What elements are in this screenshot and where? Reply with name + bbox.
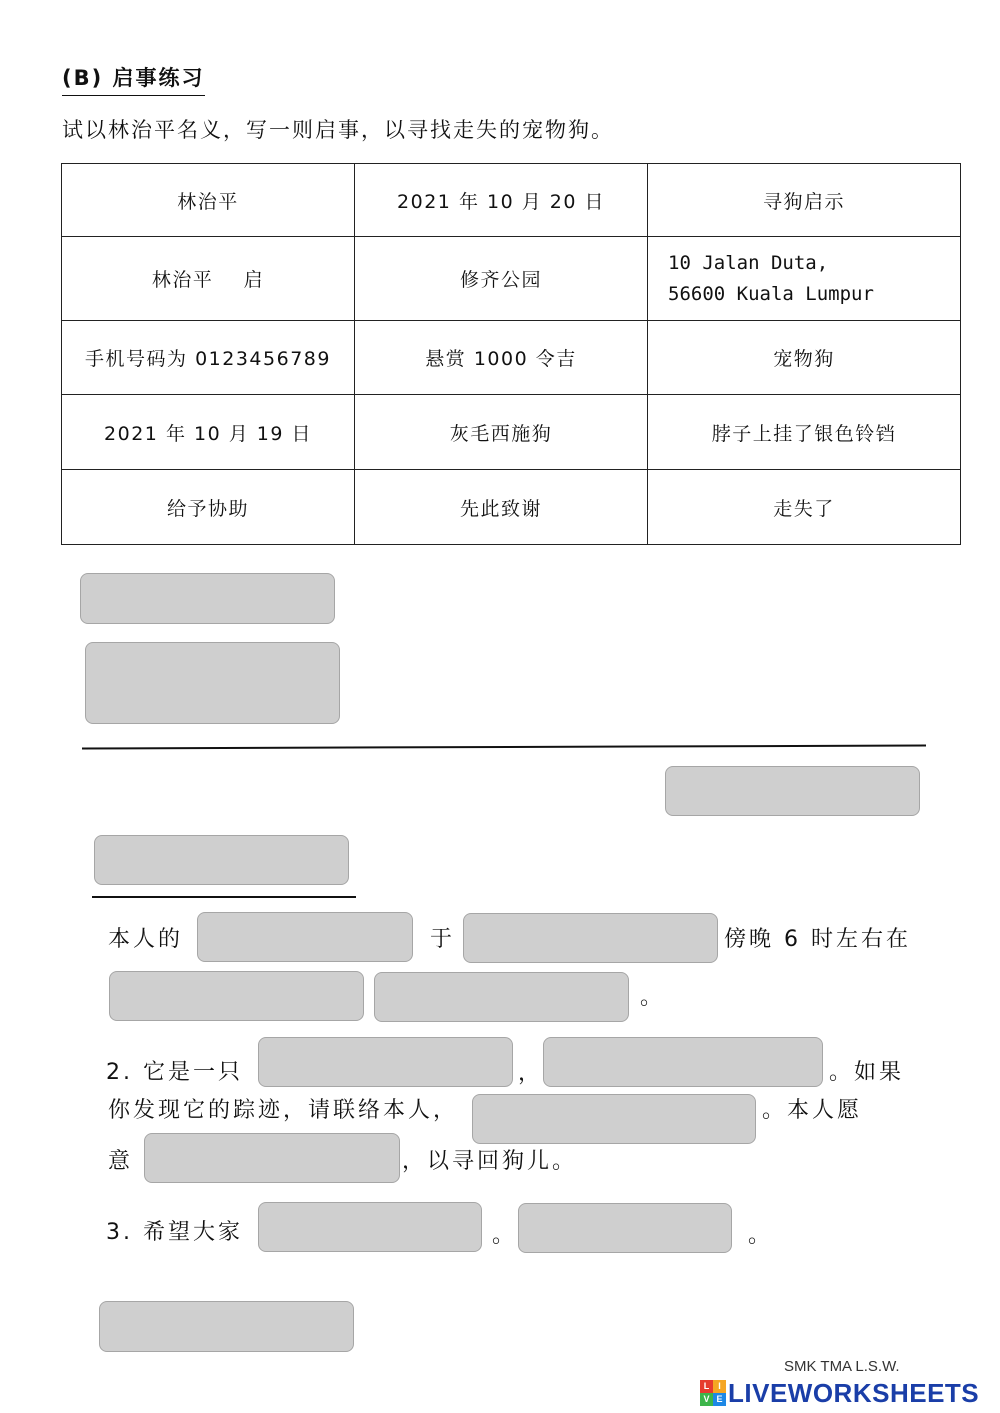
- answer-blank-place[interactable]: [109, 971, 364, 1021]
- answer-blank-date[interactable]: [665, 766, 920, 816]
- answer-blank-help[interactable]: [258, 1202, 482, 1252]
- logo-letter: E: [713, 1393, 726, 1406]
- answer-blank-signature[interactable]: [99, 1301, 354, 1352]
- heading-underline: [92, 896, 356, 898]
- p3-end-text: 。: [748, 1223, 774, 1248]
- answer-blank-feature[interactable]: [543, 1037, 823, 1087]
- answer-blank-reward[interactable]: [144, 1133, 400, 1183]
- word-cell-address: 10 Jalan Duta, 56600 Kuala Lumpur: [648, 237, 961, 321]
- p2-end-text: ，以寻回狗儿。: [402, 1149, 578, 1174]
- word-cell: 寻狗启示: [648, 164, 961, 237]
- p2-ruguo-text: 。如果: [829, 1060, 905, 1085]
- word-cell: 修齐公园: [355, 237, 648, 321]
- word-cell: 2021 年 10 月 20 日: [355, 164, 648, 237]
- answer-blank-phone[interactable]: [472, 1094, 756, 1144]
- brand-name: LIVEWORKSHEETS: [728, 1377, 980, 1408]
- answer-blank-lost[interactable]: [374, 972, 629, 1022]
- answer-blank-heading[interactable]: [94, 835, 349, 885]
- word-cell: 灰毛西施狗: [355, 395, 648, 470]
- p1-yu-text: 于: [430, 927, 456, 952]
- logo-letter: L: [700, 1380, 713, 1393]
- word-cell: 林治平: [62, 164, 355, 237]
- word-cell: 手机号码为 0123456789: [62, 321, 355, 395]
- word-cell: 走失了: [648, 470, 961, 545]
- instruction-text: 试以林治平名义，写一则启事，以寻找走失的宠物狗。: [62, 118, 614, 142]
- answer-blank-breed[interactable]: [258, 1037, 513, 1087]
- p1-end-text: 。: [640, 985, 666, 1010]
- table-row: [62, 237, 961, 321]
- word-cell: 宠物狗: [648, 321, 961, 395]
- table-row: [62, 321, 961, 395]
- section-title: (B) 启事练习: [62, 62, 205, 96]
- p1-time-text: 傍晚 6 时左右在: [724, 927, 911, 952]
- answer-blank-title[interactable]: [80, 573, 335, 624]
- logo-letter: V: [700, 1393, 713, 1406]
- p2-yuan-text: 。本人愿: [762, 1098, 863, 1123]
- p2-line2-text: 你发现它的踪迹，请联络本人，: [108, 1098, 459, 1123]
- answer-blank-pet[interactable]: [197, 912, 413, 962]
- table-row: [62, 470, 961, 545]
- author-credit: SMK TMA L.S.W.: [784, 1358, 900, 1375]
- word-bank-table: [61, 163, 961, 545]
- p2-start-text: 2. 它是一只: [106, 1060, 243, 1085]
- answer-blank-lost-date[interactable]: [463, 913, 718, 963]
- p3-mid-text: 。: [492, 1223, 518, 1248]
- liveworksheets-logo-icon: [700, 1380, 726, 1406]
- table-row: [62, 164, 961, 237]
- answer-blank-address[interactable]: [85, 642, 340, 724]
- word-cell: 先此致谢: [355, 470, 648, 545]
- divider-line: [82, 745, 926, 750]
- answer-blank-thanks[interactable]: [518, 1203, 732, 1253]
- liveworksheets-brand: [700, 1378, 979, 1408]
- p2-comma-text: ，: [518, 1061, 544, 1086]
- p3-start-text: 3. 希望大家: [106, 1220, 243, 1245]
- word-cell: 悬赏 1000 令吉: [355, 321, 648, 395]
- table-row: [62, 395, 961, 470]
- p2-yi-text: 意: [108, 1149, 134, 1174]
- logo-letter: I: [713, 1380, 726, 1393]
- word-cell: 林治平 启: [62, 237, 355, 321]
- word-cell: 给予协助: [62, 470, 355, 545]
- word-cell: 脖子上挂了银色铃铛: [648, 395, 961, 470]
- word-cell: 2021 年 10 月 19 日: [62, 395, 355, 470]
- p1-start-text: 本人的: [108, 927, 184, 952]
